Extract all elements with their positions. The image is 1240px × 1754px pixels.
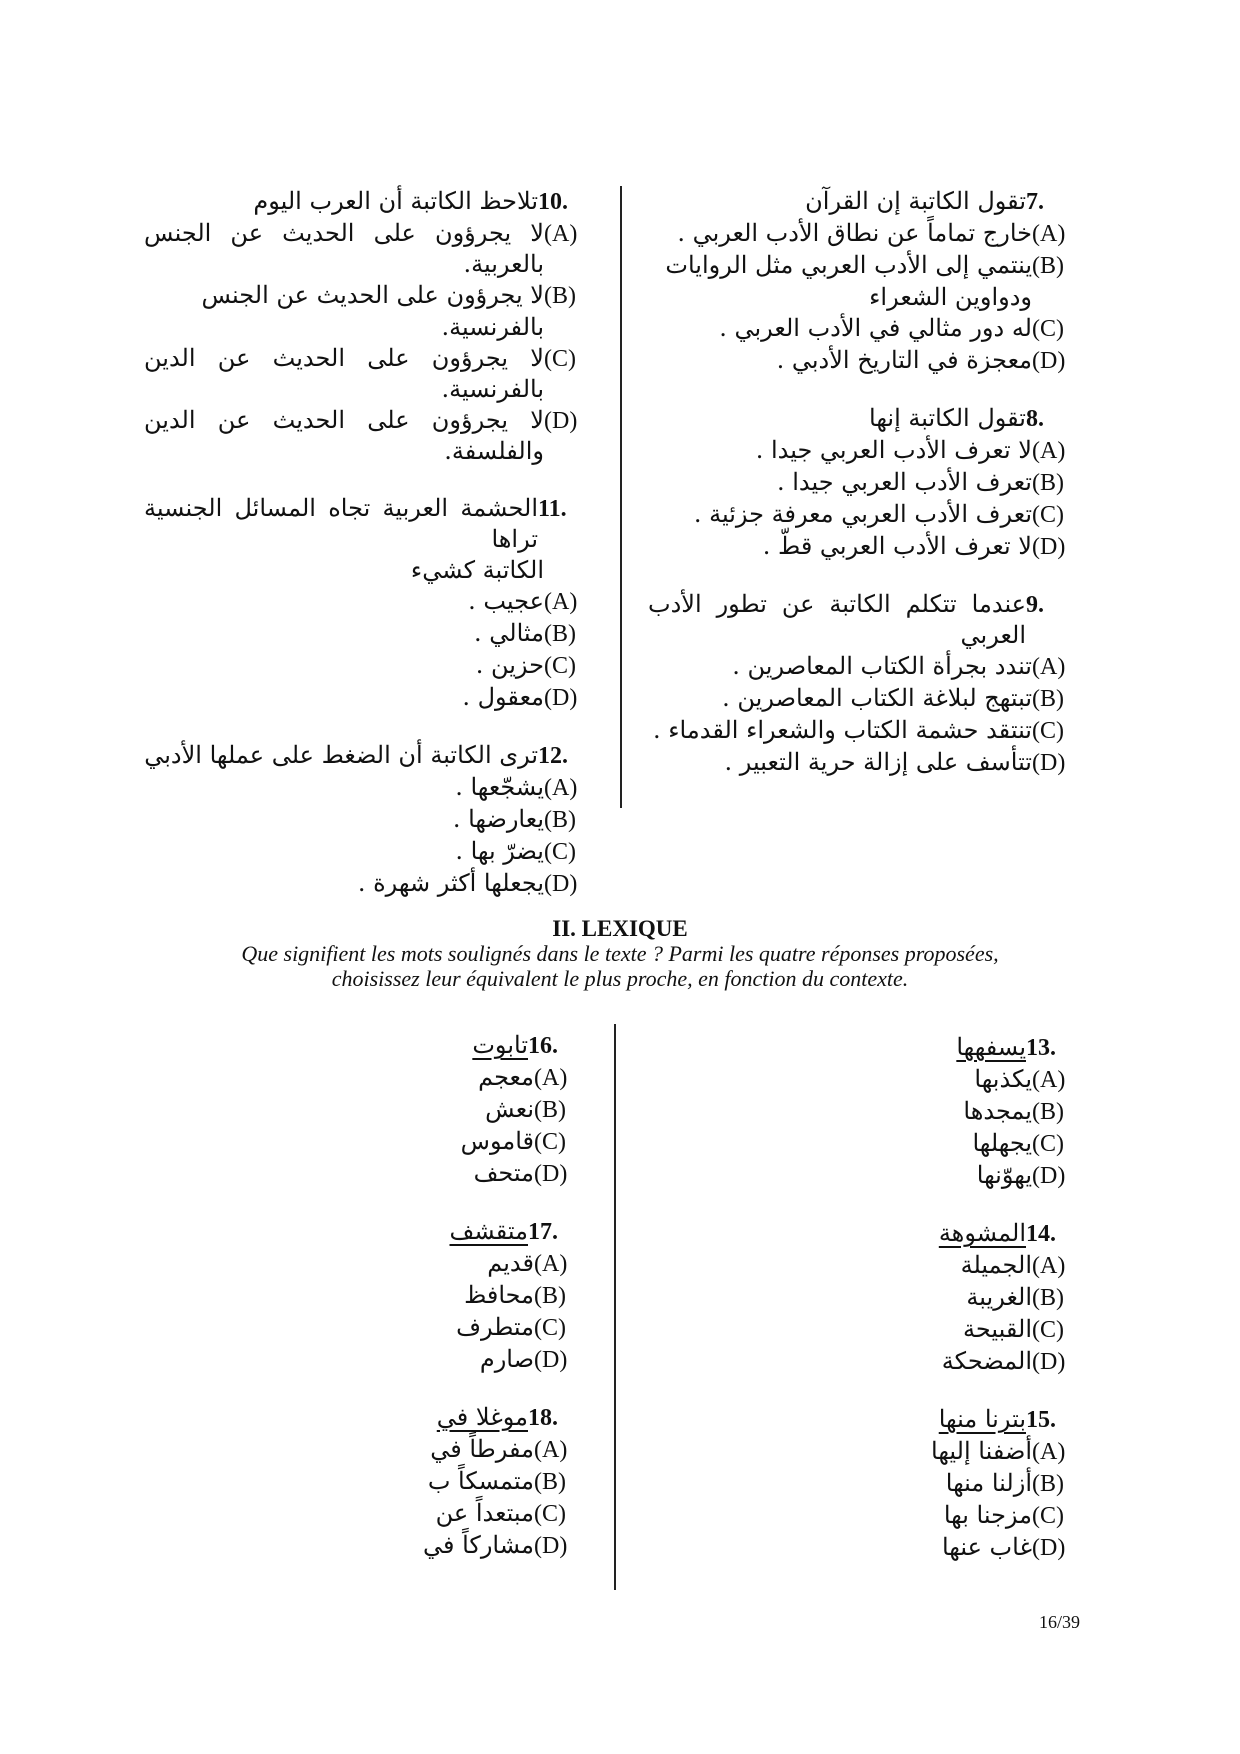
question-13 [700, 1032, 1088, 1192]
question-14 [700, 1218, 1088, 1378]
option-continuation: ودواوين الشعراء [869, 283, 1032, 311]
question-7 [648, 186, 1088, 377]
option[interactable]: (B) لا يجرؤون على الحديث عن الجنس [201, 281, 576, 309]
question-stem: تقول الكاتبة إن القرآن [805, 187, 1026, 215]
column-divider [620, 186, 622, 808]
option[interactable]: (B) ينتمي إلى الأدب العربي مثل الروايات [665, 251, 1064, 279]
option[interactable]: (C) يجهلها [972, 1129, 1064, 1157]
option[interactable]: (A) لا يجرؤون على الحديث عن الجنس بالعربية. [144, 219, 578, 278]
question-number: 18. [528, 1405, 558, 1431]
page-number: 16/39 [1038, 1612, 1080, 1632]
option[interactable]: (D) غاب عنها [941, 1533, 1066, 1561]
section-instructions: Que signifient les mots soulignés dans le texte ? Parmi les quatre réponses proposées, [241, 941, 999, 966]
option[interactable]: (D) المضحكة [941, 1347, 1066, 1375]
option[interactable]: (A) معجم [478, 1063, 568, 1091]
section-heading [0, 916, 1240, 991]
option-continuation: بالفرنسية. [441, 313, 544, 341]
option[interactable]: (D) صارم [479, 1345, 568, 1373]
underlined-word: تابوت [472, 1031, 528, 1059]
question-9 [648, 589, 1088, 779]
option[interactable]: (B) تبتهج لبلاغة الكتاب المعاصرين . [722, 684, 1064, 712]
option[interactable]: (C) تعرف الأدب العربي معرفة جزئية . [693, 500, 1064, 528]
question-number: 17. [528, 1219, 558, 1245]
option[interactable]: (A) أضفنا إليها [931, 1437, 1066, 1465]
option[interactable]: (A) يشجّعها . [455, 773, 578, 801]
option[interactable]: (B) الغريبة [966, 1283, 1064, 1311]
question-stem: عندما تتكلم الكاتبة عن تطور الأدب العربي [648, 590, 1026, 649]
option[interactable]: (D) يجعلها أكثر شهرة . [357, 869, 578, 897]
lexique-left-column [300, 1030, 590, 1588]
question-number: 15. [1026, 1407, 1056, 1433]
option[interactable]: (C) يضرّ بها . [455, 837, 576, 865]
underlined-word: موغلا في [436, 1403, 528, 1431]
option[interactable]: (A) يكذبها [974, 1065, 1066, 1093]
lexique-right-column [700, 1032, 1088, 1590]
option[interactable]: (B) يمجدها [963, 1097, 1064, 1125]
question-number: 10. [538, 189, 568, 215]
question-number: 7. [1026, 189, 1044, 215]
question-number: 11. [538, 496, 567, 522]
questions-left-column [144, 186, 600, 926]
question-number: 9. [1026, 592, 1044, 618]
question-17 [300, 1216, 590, 1376]
option[interactable]: (B) يعارضها . [452, 805, 576, 833]
option[interactable]: (A) تندد بجرأة الكتاب المعاصرين . [732, 652, 1066, 680]
question-16 [300, 1030, 590, 1190]
question-stem: ترى الكاتبة أن الضغط على عملها الأدبي [144, 741, 538, 769]
question-8 [648, 403, 1088, 563]
option[interactable]: (D) تتأسف على إزالة حرية التعبير . [724, 748, 1066, 776]
option[interactable]: (B) أزلنا منها [945, 1469, 1064, 1497]
option[interactable]: (B) متمسكاً ب [427, 1467, 566, 1495]
option[interactable]: (B) محافظ [464, 1281, 566, 1309]
option[interactable]: (D) معجزة في التاريخ الأدبي . [776, 346, 1066, 374]
option[interactable]: (A) الجميلة [960, 1251, 1066, 1279]
option[interactable]: (D) متحف [473, 1159, 568, 1187]
option[interactable]: (B) نعش [485, 1095, 566, 1123]
option[interactable]: (D) مشاركاً في [422, 1531, 568, 1559]
underlined-word: يسفهها [956, 1033, 1026, 1061]
section-instructions: choisissez leur équivalent le plus proche, en fonction du contexte. [331, 966, 909, 991]
underlined-word: المشوهة [938, 1219, 1026, 1247]
question-stem: الحشمة العربية تجاه المسائل الجنسية تراها [144, 494, 538, 553]
option[interactable]: (C) القبيحة [963, 1315, 1064, 1343]
section-title: II. LEXIQUE [552, 916, 688, 941]
option[interactable]: (A) لا تعرف الأدب العربي جيدا . [755, 436, 1066, 464]
question-number: 13. [1026, 1035, 1056, 1061]
option[interactable]: (C) مزجنا بها [943, 1501, 1064, 1529]
question-number: 14. [1026, 1221, 1056, 1247]
option[interactable]: (B) مثالي . [474, 619, 576, 647]
option[interactable]: (C) لا يجرؤون على الحديث عن الدين بالفرنسية. [144, 344, 576, 403]
option[interactable]: (D) لا تعرف الأدب العربي قطّ . [762, 532, 1066, 560]
option[interactable]: (B) تعرف الأدب العربي جيدا . [777, 468, 1064, 496]
option[interactable]: (D) معقول . [462, 683, 578, 711]
option[interactable]: (C) مبتعداً عن [435, 1499, 566, 1527]
option[interactable]: (C) تنتقد حشمة الكتاب والشعراء القدماء . [653, 716, 1064, 744]
question-15 [700, 1404, 1088, 1564]
question-11 [144, 493, 600, 714]
underlined-word: متقشف [449, 1217, 528, 1245]
option[interactable]: (A) خارج تماماً عن نطاق الأدب العربي . [677, 219, 1066, 247]
question-number: 16. [528, 1033, 558, 1059]
option[interactable]: (A) قديم [487, 1249, 568, 1277]
question-number: 8. [1026, 406, 1044, 432]
option[interactable]: (D) لا يجرؤون على الحديث عن الدين والفلسفة. [144, 406, 578, 465]
questions-right-column [648, 186, 1088, 805]
question-18 [300, 1402, 590, 1562]
question-12 [144, 740, 600, 900]
option[interactable]: (C) حزين . [475, 651, 576, 679]
question-stem: تقول الكاتبة إنها [869, 404, 1026, 432]
option[interactable]: (A) عجيب . [468, 587, 578, 615]
question-stem-continuation: الكاتبة كشيء [410, 556, 544, 584]
option[interactable]: (D) يهوّنها [976, 1161, 1066, 1189]
option[interactable]: (A) مفرطاً في [430, 1435, 568, 1463]
question-stem: تلاحظ الكاتبة أن العرب اليوم [253, 187, 538, 215]
question-number: 12. [538, 743, 568, 769]
option[interactable]: (C) له دور مثالي في الأدب العربي . [719, 314, 1064, 342]
underlined-word: بترنا منها [938, 1405, 1026, 1433]
column-divider [614, 1024, 616, 1590]
question-10 [144, 186, 600, 467]
option[interactable]: (C) قاموس [460, 1127, 566, 1155]
option[interactable]: (C) متطرف [456, 1313, 566, 1341]
